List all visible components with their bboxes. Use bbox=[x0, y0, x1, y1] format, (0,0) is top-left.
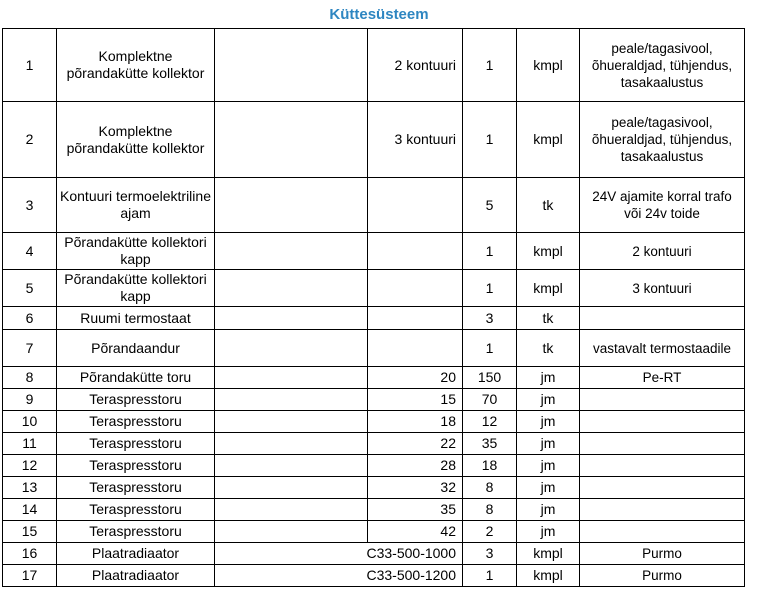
note-cell bbox=[580, 455, 745, 477]
item-size-cell: 35 bbox=[368, 499, 463, 521]
note-cell: 2 kontuuri bbox=[580, 233, 745, 270]
note-cell: peale/tagasivool, õhueraldjad, tühjendus, tasakaalustus bbox=[580, 102, 745, 178]
item-size-cell: 28 bbox=[368, 455, 463, 477]
quantity-cell: 70 bbox=[463, 389, 517, 411]
item-size-cell bbox=[368, 178, 463, 233]
item-spec-cell: C33-500-1200 bbox=[215, 565, 463, 587]
item-spec-cell bbox=[215, 330, 368, 367]
item-spec-cell bbox=[215, 29, 368, 102]
item-name-cell: Plaatradiaator bbox=[57, 543, 215, 565]
unit-cell: kmpl bbox=[517, 233, 580, 270]
table-body bbox=[3, 29, 745, 587]
unit-cell: jm bbox=[517, 411, 580, 433]
item-name-cell: Komplektne põrandakütte kollektor bbox=[57, 29, 215, 102]
note-cell: 24V ajamite korral trafo või 24v toide bbox=[580, 178, 745, 233]
item-name-cell: Teraspresstoru bbox=[57, 477, 215, 499]
item-spec-cell bbox=[215, 367, 368, 389]
table-row bbox=[3, 389, 745, 411]
unit-cell: tk bbox=[517, 307, 580, 330]
unit-cell: kmpl bbox=[517, 565, 580, 587]
unit-cell: jm bbox=[517, 499, 580, 521]
table-row bbox=[3, 477, 745, 499]
unit-cell: tk bbox=[517, 178, 580, 233]
table-row bbox=[3, 102, 745, 178]
table-row bbox=[3, 367, 745, 389]
item-spec-cell bbox=[215, 178, 368, 233]
table-row bbox=[3, 543, 745, 565]
unit-cell: kmpl bbox=[517, 543, 580, 565]
table-row bbox=[3, 270, 745, 307]
row-number-cell: 5 bbox=[3, 270, 57, 307]
quantity-cell: 1 bbox=[463, 270, 517, 307]
row-number-cell: 1 bbox=[3, 29, 57, 102]
row-number-cell: 2 bbox=[3, 102, 57, 178]
heating-system-table bbox=[2, 28, 745, 587]
item-name-cell: Plaatradiaator bbox=[57, 565, 215, 587]
item-spec-cell bbox=[215, 270, 368, 307]
note-cell: Purmo bbox=[580, 565, 745, 587]
unit-cell: jm bbox=[517, 455, 580, 477]
row-number-cell: 11 bbox=[3, 433, 57, 455]
quantity-cell: 1 bbox=[463, 330, 517, 367]
row-number-cell: 12 bbox=[3, 455, 57, 477]
row-number-cell: 16 bbox=[3, 543, 57, 565]
item-spec-cell bbox=[215, 433, 368, 455]
item-spec-cell bbox=[215, 389, 368, 411]
row-number-cell: 7 bbox=[3, 330, 57, 367]
item-size-cell: 20 bbox=[368, 367, 463, 389]
row-number-cell: 15 bbox=[3, 521, 57, 543]
note-cell bbox=[580, 389, 745, 411]
item-spec-cell bbox=[215, 307, 368, 330]
quantity-cell: 8 bbox=[463, 499, 517, 521]
note-cell: 3 kontuuri bbox=[580, 270, 745, 307]
item-name-cell: Põrandakütte kollektori kapp bbox=[57, 233, 215, 270]
item-spec-cell bbox=[215, 521, 368, 543]
item-size-cell: 22 bbox=[368, 433, 463, 455]
item-spec-cell bbox=[215, 477, 368, 499]
note-cell: peale/tagasivool, õhueraldjad, tühjendus, tasakaalustus bbox=[580, 29, 745, 102]
item-name-cell: Teraspresstoru bbox=[57, 389, 215, 411]
quantity-cell: 150 bbox=[463, 367, 517, 389]
row-number-cell: 9 bbox=[3, 389, 57, 411]
item-name-cell: Ruumi termostaat bbox=[57, 307, 215, 330]
item-spec-cell bbox=[215, 499, 368, 521]
item-name-cell: Teraspresstoru bbox=[57, 455, 215, 477]
item-name-cell: Kontuuri termoelektriline ajam bbox=[57, 178, 215, 233]
item-size-cell bbox=[368, 233, 463, 270]
item-size-cell: 3 kontuuri bbox=[368, 102, 463, 178]
item-name-cell: Põrandaandur bbox=[57, 330, 215, 367]
unit-cell: jm bbox=[517, 477, 580, 499]
row-number-cell: 8 bbox=[3, 367, 57, 389]
table-row bbox=[3, 233, 745, 270]
item-size-cell bbox=[368, 270, 463, 307]
item-name-cell: Põrandakütte kollektori kapp bbox=[57, 270, 215, 307]
quantity-cell: 12 bbox=[463, 411, 517, 433]
unit-cell: jm bbox=[517, 367, 580, 389]
quantity-cell: 1 bbox=[463, 102, 517, 178]
table-row bbox=[3, 307, 745, 330]
item-name-cell: Teraspresstoru bbox=[57, 521, 215, 543]
item-name-cell: Teraspresstoru bbox=[57, 499, 215, 521]
item-spec-cell: C33-500-1000 bbox=[215, 543, 463, 565]
item-size-cell: 18 bbox=[368, 411, 463, 433]
table-row bbox=[3, 521, 745, 543]
item-spec-cell bbox=[215, 411, 368, 433]
table-title: Küttesüsteem bbox=[329, 6, 429, 23]
quantity-cell: 5 bbox=[463, 178, 517, 233]
table-row bbox=[3, 455, 745, 477]
row-number-cell: 6 bbox=[3, 307, 57, 330]
quantity-cell: 1 bbox=[463, 29, 517, 102]
note-cell bbox=[580, 521, 745, 543]
item-name-cell: Põrandakütte toru bbox=[57, 367, 215, 389]
note-cell: vastavalt termostaadile bbox=[580, 330, 745, 367]
quantity-cell: 1 bbox=[463, 233, 517, 270]
table-row bbox=[3, 499, 745, 521]
item-spec-cell bbox=[215, 455, 368, 477]
unit-cell: kmpl bbox=[517, 102, 580, 178]
table-row bbox=[3, 29, 745, 102]
note-cell bbox=[580, 477, 745, 499]
row-number-cell: 4 bbox=[3, 233, 57, 270]
table-row bbox=[3, 433, 745, 455]
unit-cell: kmpl bbox=[517, 29, 580, 102]
note-cell bbox=[580, 307, 745, 330]
note-cell bbox=[580, 411, 745, 433]
item-size-cell bbox=[368, 330, 463, 367]
table-row bbox=[3, 411, 745, 433]
quantity-cell: 3 bbox=[463, 307, 517, 330]
item-size-cell: 42 bbox=[368, 521, 463, 543]
unit-cell: tk bbox=[517, 330, 580, 367]
quantity-cell: 2 bbox=[463, 521, 517, 543]
item-size-cell: 32 bbox=[368, 477, 463, 499]
row-number-cell: 13 bbox=[3, 477, 57, 499]
note-cell: Pe-RT bbox=[580, 367, 745, 389]
unit-cell: jm bbox=[517, 433, 580, 455]
unit-cell: jm bbox=[517, 521, 580, 543]
quantity-cell: 18 bbox=[463, 455, 517, 477]
unit-cell: kmpl bbox=[517, 270, 580, 307]
quantity-cell: 8 bbox=[463, 477, 517, 499]
item-name-cell: Teraspresstoru bbox=[57, 411, 215, 433]
note-cell bbox=[580, 433, 745, 455]
item-name-cell: Komplektne põrandakütte kollektor bbox=[57, 102, 215, 178]
item-size-cell: 2 kontuuri bbox=[368, 29, 463, 102]
unit-cell: jm bbox=[517, 389, 580, 411]
row-number-cell: 10 bbox=[3, 411, 57, 433]
item-size-cell bbox=[368, 307, 463, 330]
item-size-cell: 15 bbox=[368, 389, 463, 411]
item-spec-cell bbox=[215, 233, 368, 270]
quantity-cell: 1 bbox=[463, 565, 517, 587]
note-cell bbox=[580, 499, 745, 521]
quantity-cell: 3 bbox=[463, 543, 517, 565]
quantity-cell: 35 bbox=[463, 433, 517, 455]
row-number-cell: 17 bbox=[3, 565, 57, 587]
row-number-cell: 14 bbox=[3, 499, 57, 521]
item-name-cell: Teraspresstoru bbox=[57, 433, 215, 455]
note-cell: Purmo bbox=[580, 543, 745, 565]
table-row bbox=[3, 330, 745, 367]
row-number-cell: 3 bbox=[3, 178, 57, 233]
item-spec-cell bbox=[215, 102, 368, 178]
table-row bbox=[3, 178, 745, 233]
table-row bbox=[3, 565, 745, 587]
